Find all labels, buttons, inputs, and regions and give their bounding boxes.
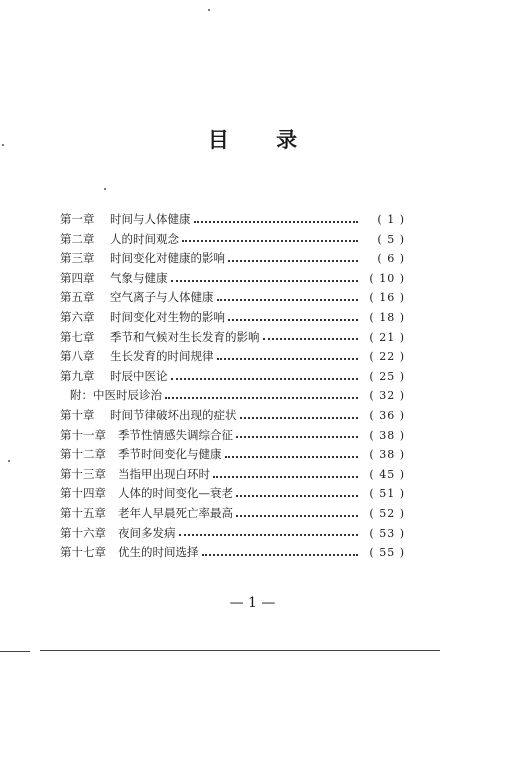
scan-rule-line <box>40 650 440 651</box>
toc-entry[interactable] <box>60 230 405 250</box>
toc-chapter-label: 第十六章 <box>60 525 106 540</box>
toc-entry[interactable] <box>60 543 405 563</box>
toc-page-number: ( 5 ) <box>377 232 405 246</box>
toc-leader-dots <box>194 221 359 223</box>
toc-leader-dots <box>171 378 359 380</box>
toc-chapter-label: 第十四章 <box>60 486 106 501</box>
toc-leader-dots <box>240 417 359 419</box>
toc-page-number: ( 38 ) <box>369 428 405 442</box>
page-title: 目 录 <box>207 128 318 152</box>
toc-chapter-label: 第七章 <box>60 329 95 344</box>
scan-speck <box>208 9 210 11</box>
toc-leader-dots <box>171 280 359 282</box>
toc-page-number: ( 1 ) <box>377 213 405 226</box>
toc-leader-dots <box>225 456 359 458</box>
toc-chapter-label: 第十一章 <box>60 427 106 442</box>
toc-entry[interactable] <box>60 288 405 308</box>
toc-chapter-label: 第十七章 <box>60 545 106 560</box>
toc-page-number: ( 21 ) <box>369 330 405 344</box>
toc-page-number: ( 16 ) <box>369 291 405 305</box>
toc-title: 季节和气候对生长发育的影响 <box>110 329 260 344</box>
toc-entry[interactable] <box>60 328 405 348</box>
toc-leader-dots <box>263 338 359 340</box>
toc-chapter-label: 第八章 <box>60 349 95 364</box>
toc-leader-dots <box>202 554 359 556</box>
toc-leader-dots <box>217 358 359 360</box>
toc-leader-dots <box>236 515 358 517</box>
toc-leader-dots <box>236 495 358 497</box>
scan-speck <box>2 144 4 146</box>
toc-entry[interactable] <box>60 465 405 485</box>
toc-entry[interactable] <box>60 269 405 289</box>
toc-page-number: ( 32 ) <box>369 389 405 403</box>
toc-entry[interactable] <box>60 367 405 387</box>
toc-chapter-label: 第十二章 <box>60 447 106 462</box>
toc-page-number: ( 38 ) <box>369 448 405 462</box>
toc-title: 时间节律破坏出现的症状 <box>110 407 237 422</box>
toc-chapter-label: 第十五章 <box>60 505 106 520</box>
scan-rule-line <box>0 651 30 652</box>
toc-page-number: ( 53 ) <box>369 526 405 540</box>
toc-chapter-label: 第五章 <box>60 290 95 305</box>
toc-leader-dots <box>217 299 359 301</box>
toc-leader-dots <box>228 319 358 321</box>
toc-chapter-label: 第九章 <box>60 368 95 383</box>
toc-chapter-label: 第十章 <box>60 407 95 422</box>
toc-leader-dots <box>236 436 358 438</box>
toc-entry[interactable] <box>60 308 405 328</box>
toc-title: 生长发育的时间规律 <box>110 349 214 364</box>
table-of-contents <box>60 210 405 563</box>
toc-title: 夜间多发病 <box>118 525 176 540</box>
toc-page-number: ( 45 ) <box>369 467 405 481</box>
toc-title: 老年人早晨死亡率最高 <box>118 505 233 520</box>
toc-entry[interactable] <box>60 484 405 504</box>
toc-page-number: ( 55 ) <box>369 546 405 560</box>
toc-chapter-label: 第六章 <box>60 309 95 324</box>
toc-chapter-label: 第四章 <box>60 270 95 285</box>
toc-page-number: ( 18 ) <box>369 310 405 324</box>
toc-title: 气象与健康 <box>110 270 168 285</box>
toc-entry[interactable] <box>60 406 405 426</box>
toc-leader-dots <box>228 260 358 262</box>
toc-entry[interactable] <box>60 210 405 230</box>
page-number: — 1 — <box>229 595 276 611</box>
toc-title: 时间与人体健康 <box>110 212 191 226</box>
toc-title: 时间变化对生物的影响 <box>110 309 225 324</box>
toc-title: 时辰中医论 <box>110 368 168 383</box>
toc-title: 空气离子与人体健康 <box>110 290 214 305</box>
toc-page-number: ( 25 ) <box>369 369 405 383</box>
toc-page-number: ( 36 ) <box>369 408 405 422</box>
toc-entry[interactable] <box>60 347 405 367</box>
toc-entry-appendix[interactable] <box>60 386 405 406</box>
toc-page-number: ( 10 ) <box>369 271 405 285</box>
toc-title: 优生的时间选择 <box>118 545 199 560</box>
toc-title: 当指甲出现白环时 <box>118 466 210 481</box>
toc-entry[interactable] <box>60 445 405 465</box>
toc-page-number: ( 52 ) <box>369 506 405 520</box>
toc-title: 人的时间观念 <box>110 231 179 246</box>
toc-chapter-label: 第二章 <box>60 231 95 246</box>
toc-entry[interactable] <box>60 524 405 544</box>
scan-speck <box>104 188 106 190</box>
toc-entry[interactable] <box>60 249 405 269</box>
toc-leader-dots <box>165 397 358 399</box>
toc-leader-dots <box>182 240 358 242</box>
toc-page-number: ( 22 ) <box>369 350 405 364</box>
toc-page-number: ( 6 ) <box>377 252 405 266</box>
toc-title: 附：中医时辰诊治 <box>70 388 162 403</box>
scan-speck <box>8 460 10 462</box>
toc-entry[interactable] <box>60 504 405 524</box>
toc-chapter-label: 第一章 <box>60 212 95 226</box>
toc-chapter-label: 第三章 <box>60 251 95 266</box>
toc-page-number: ( 51 ) <box>369 487 405 501</box>
toc-title: 人体的时间变化—衰老 <box>118 486 233 501</box>
toc-entry[interactable] <box>60 426 405 446</box>
toc-title: 季节性情感失调综合征 <box>118 427 233 442</box>
toc-leader-dots <box>213 476 358 478</box>
toc-chapter-label: 第十三章 <box>60 466 106 481</box>
toc-title: 时间变化对健康的影响 <box>110 251 225 266</box>
toc-leader-dots <box>179 534 359 536</box>
toc-title: 季节时间变化与健康 <box>118 447 222 462</box>
